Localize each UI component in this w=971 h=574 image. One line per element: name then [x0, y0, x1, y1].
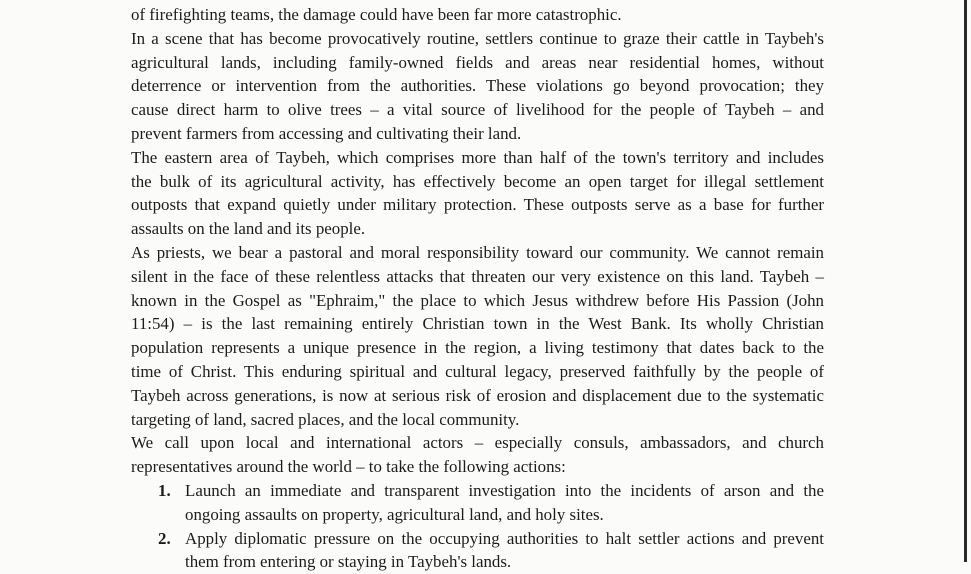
text-line: assaults on the land and its people.	[131, 219, 366, 239]
list-number: 1.	[158, 480, 171, 500]
list-item-text: ongoing assaults on property, agricultural land, and holy sites.	[185, 504, 604, 524]
list-item-line	[131, 479, 824, 503]
text-line: time of Christ. This enduring spiritual and cultural legacy, preserved faithfully by the people of	[131, 361, 824, 381]
scan-edge-line	[964, 0, 967, 562]
text-line: deterrence or intervention from the authorities. These violations go beyond provocation; they	[131, 76, 824, 96]
list-item-line	[131, 527, 824, 551]
text-line: As priests, we bear a pastoral and moral responsibility toward our community. We cannot remain	[131, 242, 824, 262]
list-item	[131, 479, 824, 527]
list-item-text: Launch an immediate and transparent investigation into the incidents of arson and the	[185, 480, 824, 500]
text-line: known in the Gospel as "Ephraim," the place to which Jesus withdrew before His Passion (John	[131, 290, 824, 310]
text-line: agricultural lands, including family-owned fields and areas near residential homes, without	[131, 52, 824, 72]
list-item-line	[131, 503, 824, 527]
document-body	[131, 3, 824, 574]
list-item-text: them from entering or staying in Taybeh's lands.	[185, 552, 512, 572]
text-line: cause direct harm to olive trees – a vital source of livelihood for the people of Taybeh – and	[131, 100, 824, 120]
text-line: silent in the face of these relentless attacks that threaten our very existence on this land. Taybeh –	[131, 266, 824, 286]
text-line: population represents a unique presence in the region, a living testimony that dates back to the	[131, 338, 824, 358]
paragraph-lines	[131, 3, 824, 479]
list-item-text: Apply diplomatic pressure on the occupying authorities to halt settler actions and prevent	[185, 528, 824, 548]
text-line: In a scene that has become provocatively routine, settlers continue to graze their cattle in Taybeh's	[131, 28, 824, 48]
text-line: The eastern area of Taybeh, which comprises more than half of the town's territory and includes	[131, 147, 824, 167]
text-line: outposts that expand quietly under military protection. These outposts serve as a base for further	[131, 195, 824, 215]
text-line: the bulk of its agricultural activity, has effectively become an open target for illegal settlement	[131, 171, 824, 191]
text-line: Taybeh across generations, is now at serious risk of erosion and displacement due to the systematic	[131, 385, 824, 405]
text-line: targeting of land, sacred places, and the local community.	[131, 409, 520, 429]
action-list	[131, 479, 824, 574]
list-number: 2.	[158, 528, 171, 548]
list-item-line	[131, 550, 824, 574]
list-item	[131, 527, 824, 574]
text-line: 11:54) – is the last remaining entirely Christian town in the West Bank. Its wholly Christian	[131, 314, 824, 334]
text-line: representatives around the world – to take the following actions:	[131, 457, 566, 477]
text-line: of firefighting teams, the damage could have been far more catastrophic.	[131, 5, 622, 24]
text-line: prevent farmers from accessing and cultivating their land.	[131, 123, 522, 143]
text-line: We call upon local and international actors – especially consuls, ambassadors, and church	[131, 433, 824, 453]
